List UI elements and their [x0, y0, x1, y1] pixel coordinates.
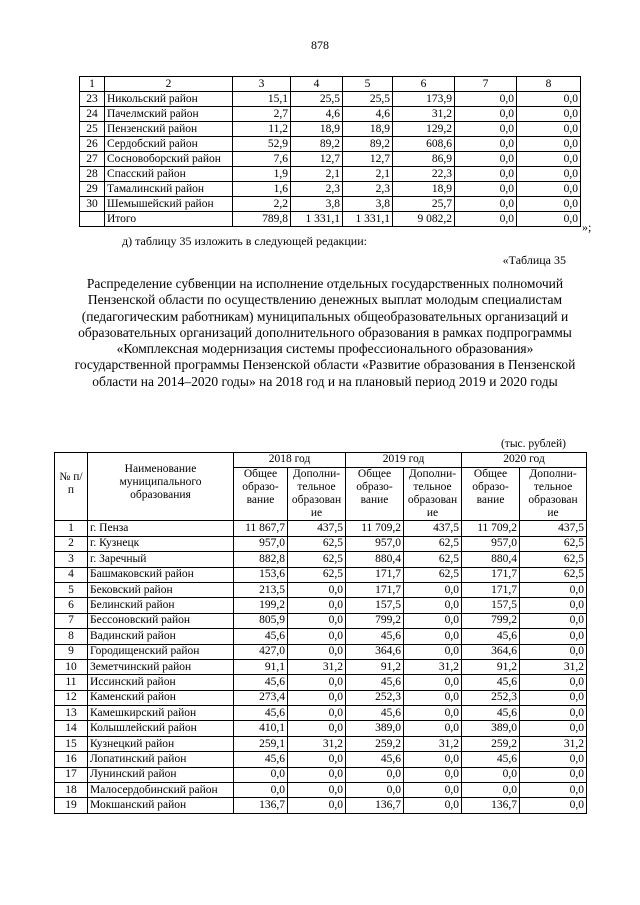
row-number: 4 — [55, 567, 88, 582]
value-cell: 0,0 — [517, 212, 581, 227]
value-cell: 2,1 — [291, 167, 343, 182]
value-cell: 22,3 — [393, 167, 455, 182]
value-cell: 437,5 — [520, 521, 587, 536]
header-year-2018: 2018 год — [234, 453, 346, 468]
table-row — [80, 167, 581, 182]
table-row — [55, 798, 587, 813]
value-cell: 11 867,7 — [234, 521, 288, 536]
value-cell: 437,5 — [288, 521, 346, 536]
value-cell: 364,6 — [346, 644, 404, 659]
row-number: 29 — [80, 182, 105, 197]
value-cell: 0,0 — [462, 783, 520, 798]
units-label: (тыс. рублей) — [500, 438, 566, 450]
value-cell: 2,3 — [291, 182, 343, 197]
value-cell: 171,7 — [462, 567, 520, 582]
value-cell: 0,0 — [520, 690, 587, 705]
column-number: 3 — [233, 77, 291, 92]
row-number: 6 — [55, 598, 88, 613]
value-cell: 0,0 — [462, 767, 520, 782]
value-cell: 18,9 — [343, 122, 393, 137]
value-cell: 45,6 — [234, 675, 288, 690]
table-row — [55, 690, 587, 705]
row-number: 18 — [55, 783, 88, 798]
value-cell: 882,8 — [234, 552, 288, 567]
row-number: 25 — [80, 122, 105, 137]
value-cell: 3,8 — [343, 197, 393, 212]
value-cell: 957,0 — [346, 536, 404, 551]
value-cell: 11 709,2 — [346, 521, 404, 536]
closing-quote: »; — [582, 220, 592, 234]
value-cell: 0,0 — [455, 167, 517, 182]
value-cell: 62,5 — [404, 567, 462, 582]
value-cell: 0,0 — [288, 706, 346, 721]
value-cell: 4,6 — [291, 107, 343, 122]
value-cell: 437,5 — [404, 521, 462, 536]
value-cell: 31,2 — [404, 659, 462, 674]
value-cell: 171,7 — [346, 582, 404, 597]
municipality-name: Спасский район — [105, 167, 233, 182]
value-cell: 0,0 — [234, 767, 288, 782]
value-cell: 31,2 — [393, 107, 455, 122]
value-cell: 86,9 — [393, 152, 455, 167]
table-row — [55, 536, 587, 551]
value-cell: 0,0 — [288, 598, 346, 613]
amendment-instruction: д) таблицу 35 изложить в следующей редакции: — [122, 234, 367, 248]
value-cell: 1 331,1 — [343, 212, 393, 227]
value-cell: 45,6 — [462, 706, 520, 721]
value-cell: 0,0 — [455, 197, 517, 212]
value-cell: 45,6 — [346, 706, 404, 721]
value-cell: 789,8 — [233, 212, 291, 227]
column-number: 8 — [517, 77, 581, 92]
municipality-name: Пачелмский район — [105, 107, 233, 122]
header-general-education: Общее образо-вание — [234, 468, 288, 521]
row-number: 1 — [55, 521, 88, 536]
row-number: 11 — [55, 675, 88, 690]
municipality-name: Иссинский район — [88, 675, 234, 690]
table-row — [55, 736, 587, 751]
value-cell: 259,1 — [234, 736, 288, 751]
value-cell: 0,0 — [517, 197, 581, 212]
value-cell: 0,0 — [404, 752, 462, 767]
value-cell: 0,0 — [455, 122, 517, 137]
header-general-education: Общее образо-вание — [346, 468, 404, 521]
value-cell: 171,7 — [346, 567, 404, 582]
value-cell: 31,2 — [520, 736, 587, 751]
value-cell: 45,6 — [346, 629, 404, 644]
table-row — [80, 212, 581, 227]
value-cell: 410,1 — [234, 721, 288, 736]
value-cell: 0,0 — [520, 783, 587, 798]
value-cell: 45,6 — [462, 629, 520, 644]
value-cell: 62,5 — [288, 552, 346, 567]
value-cell: 136,7 — [234, 798, 288, 813]
value-cell: 129,2 — [393, 122, 455, 137]
value-cell: 45,6 — [234, 629, 288, 644]
value-cell: 18,9 — [291, 122, 343, 137]
row-number: 5 — [55, 582, 88, 597]
value-cell: 0,0 — [346, 783, 404, 798]
table-row — [55, 767, 587, 782]
value-cell: 31,2 — [288, 659, 346, 674]
value-cell: 11,2 — [233, 122, 291, 137]
table-row — [80, 92, 581, 107]
value-cell: 25,5 — [343, 92, 393, 107]
table-row — [55, 644, 587, 659]
row-number: 19 — [55, 798, 88, 813]
table-row — [80, 122, 581, 137]
table-row — [55, 675, 587, 690]
table-row — [55, 629, 587, 644]
value-cell: 62,5 — [520, 536, 587, 551]
header-general-education: Общее образо-вание — [462, 468, 520, 521]
value-cell: 2,1 — [343, 167, 393, 182]
page-number: 878 — [311, 38, 329, 52]
value-cell: 0,0 — [517, 107, 581, 122]
value-cell: 89,2 — [291, 137, 343, 152]
value-cell: 136,7 — [462, 798, 520, 813]
value-cell: 7,6 — [233, 152, 291, 167]
row-number: 14 — [55, 721, 88, 736]
value-cell: 0,0 — [455, 212, 517, 227]
value-cell: 0,0 — [455, 152, 517, 167]
municipality-name: Лунинский район — [88, 767, 234, 782]
value-cell: 2,7 — [233, 107, 291, 122]
value-cell: 11 709,2 — [462, 521, 520, 536]
row-number: 30 — [80, 197, 105, 212]
value-cell: 608,6 — [393, 137, 455, 152]
value-cell: 389,0 — [462, 721, 520, 736]
value-cell: 31,2 — [288, 736, 346, 751]
value-cell: 45,6 — [346, 752, 404, 767]
value-cell: 153,6 — [234, 567, 288, 582]
value-cell: 805,9 — [234, 613, 288, 628]
value-cell: 252,3 — [462, 690, 520, 705]
table-title: Распределение субвенции на исполнение отдельных государственных полномочий Пензенской области по осуществлению денежных выплат молодым специалистам (педагогическим работникам) муниципальных общеобразовательных организаций и образовательных организаций дополнительного образования в рамках подпрограммы «Комплексная модернизация системы профессионального образования» государственной программы Пензенской области «Развитие образования в Пензенской области на 2014–2020 годы» на 2018 год и на плановый период 2019 и 2020 годы — [74, 276, 576, 389]
value-cell: 799,2 — [346, 613, 404, 628]
municipality-name: Городищенский район — [88, 644, 234, 659]
value-cell: 62,5 — [288, 536, 346, 551]
value-cell: 45,6 — [234, 752, 288, 767]
table-reference: «Таблица 35 — [502, 253, 566, 267]
value-cell: 9 082,2 — [393, 212, 455, 227]
value-cell: 0,0 — [404, 629, 462, 644]
value-cell: 62,5 — [288, 567, 346, 582]
value-cell: 157,5 — [346, 598, 404, 613]
municipality-name: Малосердобинский район — [88, 783, 234, 798]
value-cell: 62,5 — [404, 536, 462, 551]
table-row — [55, 613, 587, 628]
table-row — [55, 706, 587, 721]
value-cell: 18,9 — [393, 182, 455, 197]
value-cell: 45,6 — [346, 675, 404, 690]
value-cell: 1 331,1 — [291, 212, 343, 227]
municipality-name: Камешкирский район — [88, 706, 234, 721]
row-number: 28 — [80, 167, 105, 182]
value-cell: 0,0 — [404, 690, 462, 705]
value-cell: 0,0 — [404, 613, 462, 628]
value-cell: 1,9 — [233, 167, 291, 182]
value-cell: 171,7 — [462, 582, 520, 597]
value-cell: 0,0 — [520, 706, 587, 721]
row-number: 9 — [55, 644, 88, 659]
value-cell: 0,0 — [517, 182, 581, 197]
table-row — [55, 552, 587, 567]
value-cell: 12,7 — [343, 152, 393, 167]
value-cell: 0,0 — [520, 798, 587, 813]
table-row — [55, 783, 587, 798]
value-cell: 31,2 — [520, 659, 587, 674]
table-row — [80, 152, 581, 167]
value-cell: 62,5 — [520, 567, 587, 582]
value-cell: 364,6 — [462, 644, 520, 659]
subvention-table — [54, 452, 587, 814]
value-cell: 0,0 — [404, 721, 462, 736]
table-row — [55, 752, 587, 767]
row-number: 7 — [55, 613, 88, 628]
row-number: 27 — [80, 152, 105, 167]
header-year-2020: 2020 год — [462, 453, 587, 468]
table-row — [55, 582, 587, 597]
value-cell: 880,4 — [462, 552, 520, 567]
value-cell: 0,0 — [288, 783, 346, 798]
value-cell: 0,0 — [455, 107, 517, 122]
value-cell: 0,0 — [517, 152, 581, 167]
row-number: 12 — [55, 690, 88, 705]
header-additional-education: Дополни-тельное образован ие — [404, 468, 462, 521]
municipality-name: Никольский район — [105, 92, 233, 107]
value-cell: 389,0 — [346, 721, 404, 736]
table-row — [55, 659, 587, 674]
row-number: 10 — [55, 659, 88, 674]
value-cell: 0,0 — [517, 167, 581, 182]
column-number: 5 — [343, 77, 393, 92]
value-cell: 25,7 — [393, 197, 455, 212]
row-number — [80, 212, 105, 227]
value-cell: 45,6 — [462, 675, 520, 690]
header-year-2019: 2019 год — [346, 453, 462, 468]
value-cell: 31,2 — [404, 736, 462, 751]
header-additional-education: Дополни-тельное образован ие — [288, 468, 346, 521]
value-cell: 0,0 — [520, 644, 587, 659]
value-cell: 0,0 — [404, 644, 462, 659]
value-cell: 52,9 — [233, 137, 291, 152]
value-cell: 0,0 — [288, 582, 346, 597]
value-cell: 0,0 — [234, 783, 288, 798]
value-cell: 62,5 — [520, 552, 587, 567]
value-cell: 199,2 — [234, 598, 288, 613]
value-cell: 259,2 — [462, 736, 520, 751]
value-cell: 91,2 — [346, 659, 404, 674]
value-cell: 0,0 — [404, 675, 462, 690]
column-number: 2 — [105, 77, 233, 92]
value-cell: 259,2 — [346, 736, 404, 751]
value-cell: 91,1 — [234, 659, 288, 674]
value-cell: 91,2 — [462, 659, 520, 674]
municipality-name: Тамалинский район — [105, 182, 233, 197]
municipality-name: Башмаковский район — [88, 567, 234, 582]
municipality-name: Бессоновский район — [88, 613, 234, 628]
value-cell: 0,0 — [520, 721, 587, 736]
value-cell: 89,2 — [343, 137, 393, 152]
table-row — [55, 567, 587, 582]
value-cell: 0,0 — [288, 690, 346, 705]
value-cell: 0,0 — [288, 675, 346, 690]
row-number: 24 — [80, 107, 105, 122]
header-additional-education: Дополни-тельное образован ие — [520, 468, 587, 521]
value-cell: 0,0 — [404, 767, 462, 782]
municipality-name: г. Кузнецк — [88, 536, 234, 551]
value-cell: 0,0 — [288, 629, 346, 644]
table-row — [55, 721, 587, 736]
value-cell: 273,4 — [234, 690, 288, 705]
municipality-name: Сосновоборский район — [105, 152, 233, 167]
value-cell: 1,6 — [233, 182, 291, 197]
value-cell: 2,3 — [343, 182, 393, 197]
municipality-name: Лопатинский район — [88, 752, 234, 767]
row-number: 2 — [55, 536, 88, 551]
value-cell: 0,0 — [288, 613, 346, 628]
value-cell: 880,4 — [346, 552, 404, 567]
column-number: 4 — [291, 77, 343, 92]
value-cell: 0,0 — [517, 122, 581, 137]
value-cell: 0,0 — [404, 582, 462, 597]
municipality-name: Шемышейский район — [105, 197, 233, 212]
value-cell: 0,0 — [455, 182, 517, 197]
value-cell: 0,0 — [288, 752, 346, 767]
value-cell: 2,2 — [233, 197, 291, 212]
row-number: 15 — [55, 736, 88, 751]
row-number: 23 — [80, 92, 105, 107]
table-row — [80, 137, 581, 152]
value-cell: 0,0 — [520, 582, 587, 597]
value-cell: 799,2 — [462, 613, 520, 628]
value-cell: 0,0 — [455, 137, 517, 152]
value-cell: 0,0 — [520, 675, 587, 690]
header-municipality: Наименование муниципального образования — [88, 453, 234, 521]
value-cell: 0,0 — [520, 598, 587, 613]
value-cell: 0,0 — [404, 798, 462, 813]
header-number: № п/п — [55, 453, 88, 521]
value-cell: 0,0 — [404, 783, 462, 798]
table-row — [55, 598, 587, 613]
municipality-name: Пензенский район — [105, 122, 233, 137]
value-cell: 0,0 — [520, 752, 587, 767]
value-cell: 0,0 — [517, 137, 581, 152]
value-cell: 157,5 — [462, 598, 520, 613]
municipality-name: Сердобский район — [105, 137, 233, 152]
municipality-name: Вадинский район — [88, 629, 234, 644]
row-number: 8 — [55, 629, 88, 644]
table-row — [80, 197, 581, 212]
value-cell: 0,0 — [288, 721, 346, 736]
municipality-name: Итого — [105, 212, 233, 227]
value-cell: 427,0 — [234, 644, 288, 659]
value-cell: 0,0 — [404, 706, 462, 721]
value-cell: 213,5 — [234, 582, 288, 597]
municipality-name: Мокшанский район — [88, 798, 234, 813]
value-cell: 45,6 — [462, 752, 520, 767]
value-cell: 0,0 — [455, 92, 517, 107]
value-cell: 173,9 — [393, 92, 455, 107]
municipality-name: Колышлейский район — [88, 721, 234, 736]
value-cell: 252,3 — [346, 690, 404, 705]
municipality-name: г. Заречный — [88, 552, 234, 567]
municipality-name: Земетчинский район — [88, 659, 234, 674]
value-cell: 0,0 — [520, 629, 587, 644]
municipality-name: г. Пенза — [88, 521, 234, 536]
municipality-name: Кузнецкий район — [88, 736, 234, 751]
value-cell: 0,0 — [520, 613, 587, 628]
row-number: 13 — [55, 706, 88, 721]
value-cell: 12,7 — [291, 152, 343, 167]
value-cell: 0,0 — [288, 798, 346, 813]
column-number: 1 — [80, 77, 105, 92]
row-number: 26 — [80, 137, 105, 152]
value-cell: 25,5 — [291, 92, 343, 107]
municipality-name: Каменский район — [88, 690, 234, 705]
table-row — [80, 107, 581, 122]
value-cell: 0,0 — [520, 767, 587, 782]
value-cell: 0,0 — [404, 598, 462, 613]
value-cell: 0,0 — [288, 644, 346, 659]
value-cell: 0,0 — [346, 767, 404, 782]
column-number: 6 — [393, 77, 455, 92]
value-cell: 957,0 — [462, 536, 520, 551]
row-number: 3 — [55, 552, 88, 567]
table-row — [55, 521, 587, 536]
row-number: 17 — [55, 767, 88, 782]
column-number-row — [80, 77, 581, 92]
value-cell: 136,7 — [346, 798, 404, 813]
value-cell: 957,0 — [234, 536, 288, 551]
value-cell: 0,0 — [517, 92, 581, 107]
continuation-table — [79, 76, 581, 227]
value-cell: 0,0 — [288, 767, 346, 782]
value-cell: 45,6 — [234, 706, 288, 721]
table-row — [80, 182, 581, 197]
row-number: 16 — [55, 752, 88, 767]
value-cell: 4,6 — [343, 107, 393, 122]
municipality-name: Бековский район — [88, 582, 234, 597]
municipality-name: Белинский район — [88, 598, 234, 613]
value-cell: 15,1 — [233, 92, 291, 107]
value-cell: 62,5 — [404, 552, 462, 567]
value-cell: 3,8 — [291, 197, 343, 212]
column-number: 7 — [455, 77, 517, 92]
